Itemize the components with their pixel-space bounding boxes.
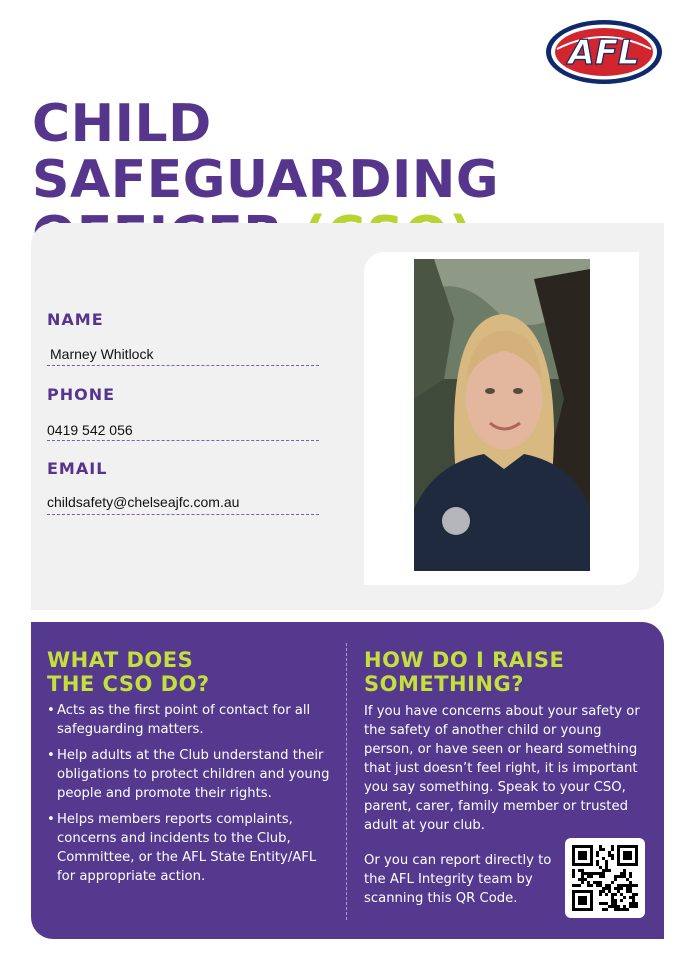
cso-heading-line-1: WHAT DOES	[47, 648, 194, 672]
column-divider	[346, 643, 347, 920]
officer-photo	[414, 259, 590, 571]
cso-duties-list	[47, 701, 337, 893]
name-label: NAME	[47, 310, 104, 329]
list-item: • Helps members reports complaints, concerns and incidents to the Club, Committee, or the AFL State Entity/AFL for appropriate action.	[47, 810, 337, 886]
cso-heading	[47, 648, 210, 696]
list-item: • Help adults at the Club understand their obligations to protect children and young people and promote their rights.	[47, 746, 337, 803]
raise-paragraph: If you have concerns about your safety or the safety of another child or young person, or have seen or heard something that just doesn’t feel right, it is important you say something. Speak to your CSO, parent, carer, family member or trusted adult at your club.	[364, 704, 640, 833]
afl-logo-text: AFL	[568, 33, 640, 73]
raise-heading	[364, 648, 564, 696]
phone-value: 0419 542 056	[47, 422, 133, 438]
phone-divider	[47, 440, 319, 441]
raise-heading-line-2: SOMETHING?	[364, 672, 524, 696]
report-text: Or you can report directly to the AFL Integrity team by scanning this QR Code.	[364, 853, 552, 906]
name-divider	[47, 365, 319, 366]
cso-heading-line-2: THE CSO DO?	[47, 672, 210, 696]
afl-logo	[545, 19, 663, 85]
title-line-1: CHILD SAFEGUARDING	[32, 94, 500, 210]
qr-code-icon	[572, 845, 638, 911]
email-divider	[47, 514, 319, 515]
phone-label: PHONE	[47, 385, 116, 404]
list-item: • Acts as the first point of contact for all safeguarding matters.	[47, 701, 337, 739]
name-value: Marney Whitlock	[50, 346, 154, 362]
email-label: EMAIL	[47, 459, 108, 478]
qr-code[interactable]	[565, 838, 645, 918]
email-value: childsafety@chelseajfc.com.au	[47, 494, 240, 510]
raise-heading-line-1: HOW DO I RAISE	[364, 648, 565, 672]
